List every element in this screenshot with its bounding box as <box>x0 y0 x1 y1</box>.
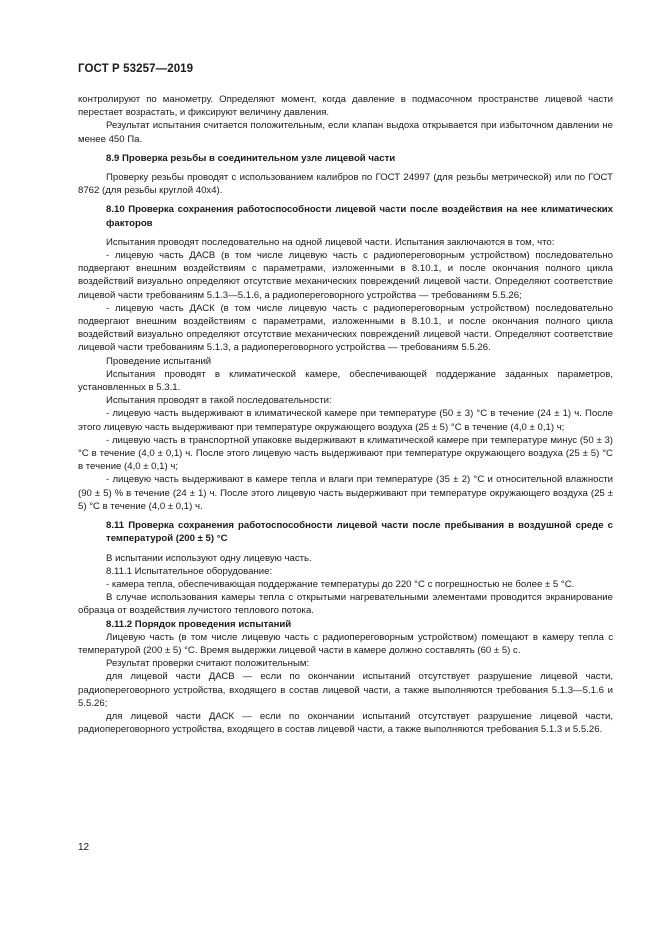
paragraph: Результат испытания считается положительным, если клапан выдоха открывается при избыточном давлении не менее 450 Па. <box>78 120 613 145</box>
document-body <box>78 93 613 736</box>
section-heading-8-9: 8.9 Проверка резьбы в соединительном узле лицевой части <box>106 152 396 164</box>
page-number: 12 <box>78 842 90 853</box>
list-item: - лицевую часть ДАСК (в том числе лицевую часть с радиопереговорным устройством) последовательно подвергают внешним воздействиям с параметрами, изложенными в 8.10.1, и после окончания полного цикла воздействий визуально определяют отсутствие механических повреждений лицевой части. Определяют соответствие лицевой части требованиям 5.1.3, а радиопереговорного устройства — требованиям 5.5.26. <box>78 302 613 354</box>
paragraph: Испытания проводят последовательно на одной лицевой части. Испытания заключаются в том, что: <box>106 236 555 248</box>
paragraph: для лицевой части ДАСК — если по окончании испытаний отсутствует разрушение лицевой части, радиопереговорного устройства, входящего в состав лицевой части, а также выполняются требования 5.1.3 и 5.5.26. <box>78 710 613 736</box>
paragraph: для лицевой части ДАСВ — если по окончании испытаний отсутствует разрушение лицевой части, радиопереговорного устройства, входящего в состав лицевой части, а также выполняются требования 5.1.3—5.1.6 и 5.5.26; <box>78 671 613 709</box>
paragraph: Результат проверки считают положительным: <box>106 658 310 670</box>
paragraph: Проверку резьбы проводят с использованием калибров по ГОСТ 24997 (для резьбы метрической) или по ГОСТ 8762 (для резьбы круглой 40х4). <box>78 172 613 197</box>
paragraph: контролируют по манометру. Определяют момент, когда давление в подмасочном пространстве лицевой части перестает возрастать, и фиксируют величину давления. <box>78 94 613 119</box>
section-heading-8-10: 8.10 Проверка сохранения работоспособности лицевой части после воздействия на нее климатических факторов <box>106 204 613 229</box>
paragraph: Лицевую часть (в том числе лицевую часть с радиопереговорным устройством) помещают в камеру тепла с температурой (200 ± 5) °C. Время выдержки лицевой части в камере должно составлять (60 ± 5) с. <box>78 631 613 656</box>
paragraph: В случае использования камеры тепла с открытыми нагревательными элементами проводится экранирование образца от воздействия лучистого теплового потока. <box>78 592 613 617</box>
paragraph: 8.11.1 Испытательное оборудование: <box>106 565 273 577</box>
subsection-heading-8-11-2: 8.11.2 Порядок проведения испытаний <box>106 618 292 630</box>
section-heading-8-11: 8.11 Проверка сохранения работоспособности лицевой части после пребывания в воздушной среде с температурой (200 ± 5) °C <box>106 520 613 545</box>
list-item: - лицевую часть ДАСВ (в том числе лицевую часть с радиопереговорным устройством) последовательно подвергают внешним воздействиям с параметрами, изложенными в 8.10.1, и после окончания полного цикла воздействий визуально определяют отсутствие механических повреждений лицевой части. Определяют соответствие лицевой части требованиям 5.1.3—5.1.6, а радиопереговорного устройства — требованиям 5.5.26; <box>78 250 613 301</box>
list-item: - камера тепла, обеспечивающая поддержание температуры до 220 °C с погрешностью не более ± 5 °C. <box>106 578 575 590</box>
list-item: - лицевую часть выдерживают в камере тепла и влаги при температуре (35 ± 2) °C и относительной влажности (90 ± 5) % в течение (24 ± 1) ч. После этого лицевую часть выдерживают при температуре окружающего воздуха (25 ± 5) °C в течение (4,0 ± 0,1) ч. <box>78 474 613 512</box>
paragraph: Испытания проводят в такой последовательности: <box>106 395 332 407</box>
list-item: - лицевую часть в транспортной упаковке выдерживают в климатической камере при температуре минус (50 ± 3) °C в течение (4,0 ± 0,1) ч. После этого лицевую часть выдерживают при температуре окружающего воздуха (25 ± 5) °C в течение (4,0 ± 0,1) ч; <box>78 434 613 473</box>
paragraph: В испытании используют одну лицевую часть. <box>106 552 312 564</box>
document-header: ГОСТ Р 53257—2019 <box>78 63 194 75</box>
list-item: - лицевую часть выдерживают в климатической камере при температуре (50 ± 3) °C в течение (24 ± 1) ч. После этого лицевую часть выдерживают при температуре окружающего воздуха (25 ± 5) °C в течение (4,0 ± 0,1) ч; <box>78 408 613 433</box>
paragraph: Испытания проводят в климатической камере, обеспечивающей поддержание заданных параметров, установленных в 5.3.1. <box>78 368 613 394</box>
paragraph: Проведение испытаний <box>106 355 212 367</box>
